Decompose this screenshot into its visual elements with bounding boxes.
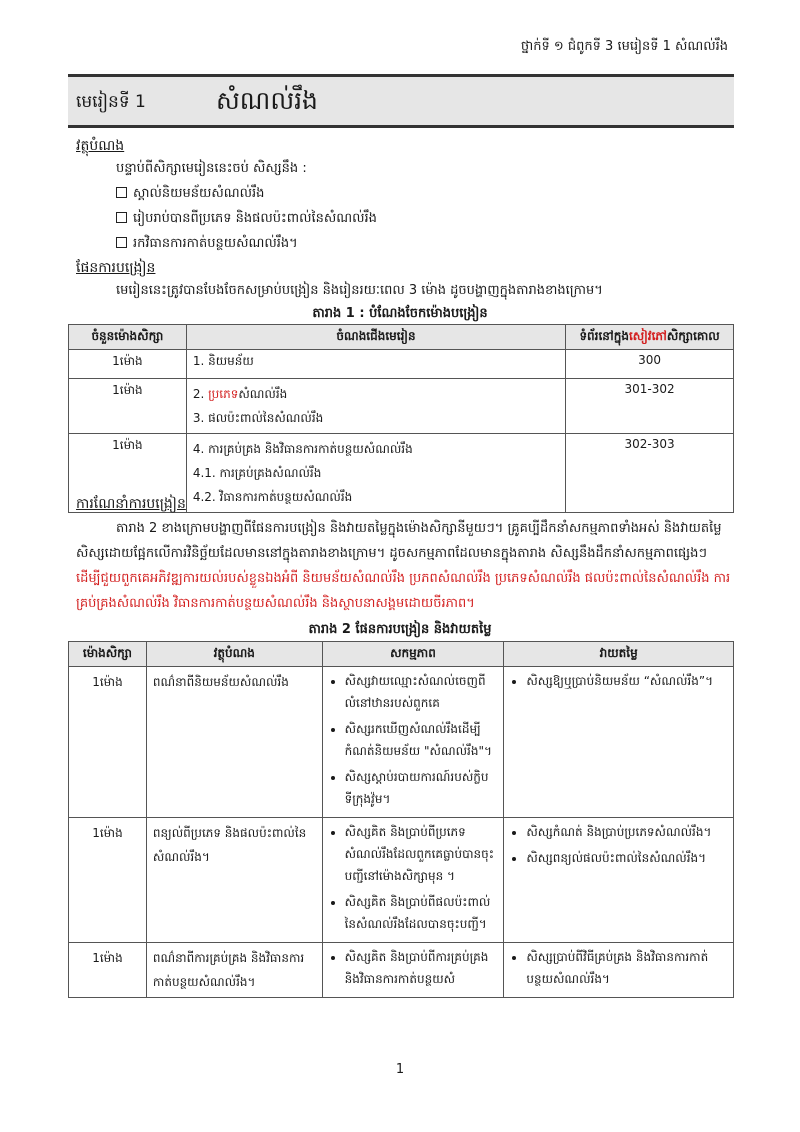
objectives-intro: បន្ទាប់ពីសិក្សាមេរៀននេះចប់ សិស្សនឹង : <box>116 161 307 176</box>
list-item: • សិស្សកំណត់ និងប្រាប់ប្រភេទសំណល់រឹង។ <box>526 821 727 843</box>
list-item: • សិស្សពន្យល់ផលប៉ះពាល់នៃសំណល់រឹង។ <box>526 847 727 869</box>
lesson-number: មេរៀនទី 1 <box>76 92 146 112</box>
topic-line: 4.1. ការគ្រប់គ្រងសំណល់រឹង <box>192 466 322 480</box>
table1-caption: តារាង 1 : បំណែងចែកម៉ោងបង្រៀន <box>312 306 488 321</box>
column-header: ទំព័រនៅក្នុងសៀវភៅសិក្សាគោល <box>566 325 734 350</box>
hours-cell: 1ម៉ោង <box>69 818 147 943</box>
column-header: ចំនួនម៉ោងសិក្សា <box>69 325 187 350</box>
activities-cell <box>322 818 504 943</box>
objective-item: ស្គាល់និយមន័យសំណល់រឹង <box>116 185 264 204</box>
column-header: វាយតម្លៃ <box>504 642 734 667</box>
checkbox-bullet-icon <box>116 212 127 223</box>
hours-cell: 1ម៉ោង <box>69 943 147 998</box>
column-header: ចំណងជើងមេរៀន <box>186 325 565 350</box>
lesson-schedule-table <box>68 324 734 513</box>
table2-caption: តារាង 2 ផែនការបង្រៀន និងវាយតម្លៃ <box>308 622 492 637</box>
topic-line: 2. ប្រភេទសំណល់រឹង <box>192 387 288 401</box>
table-row <box>69 943 734 998</box>
table-row <box>69 667 734 818</box>
list-item: • សិស្សឱ្យឬប្រាប់និយមន័យ “សំណល់រឹង”។ <box>526 670 727 692</box>
table-row <box>69 379 734 434</box>
list-item: • សិស្សវាយឈ្មោះសំណល់ចេញពីលំនៅឋានរបស់ពួកគេ <box>345 670 498 714</box>
pages-cell: 300 <box>566 350 734 379</box>
objective-cell: ពណ៌នាពីនិយមន័យសំណល់រឹង <box>146 667 322 818</box>
list-item: • សិស្សគិត និងប្រាប់ពីផលប៉ះពាល់នៃសំណល់រឹងដែលបានចុះបញ្ជី។ <box>345 891 498 935</box>
topic-cell <box>186 379 565 434</box>
topic-line: 4. ការគ្រប់គ្រង និងវិធានការកាត់បន្ថយសំណល់រឹង <box>192 442 413 456</box>
topic-cell <box>186 434 565 513</box>
table-header-row <box>69 642 734 667</box>
table-row <box>69 350 734 379</box>
objective-item: រៀបរាប់បានពីប្រភេទ និងផលប៉ះពាល់នៃសំណល់រឹង <box>116 210 377 229</box>
page-number: 1 <box>395 1062 405 1077</box>
list-item: • សិស្សរកឃើញសំណល់រឹងដើម្បីកំណត់និយមន័យ "សំណល់រឹង"។ <box>345 718 498 762</box>
assessment-cell <box>504 943 734 998</box>
column-header: សកម្មភាព <box>322 642 504 667</box>
activities-cell <box>322 667 504 818</box>
assessment-cell <box>504 818 734 943</box>
lesson-title-banner <box>68 74 734 128</box>
topic-cell: 1. និយមន័យ <box>186 350 565 379</box>
table-header-row <box>69 325 734 350</box>
checkbox-bullet-icon <box>116 187 127 198</box>
guidance-heading: ការណែនាំការបង្រៀន <box>76 496 186 512</box>
list-item: • សិស្សគិត និងប្រាប់ពីការគ្រប់គ្រង និងវិធានការកាត់បន្ថយសំ <box>345 946 498 990</box>
hours-cell: 1ម៉ោង <box>69 350 187 379</box>
list-item: • សិស្សគិត និងប្រាប់ពីប្រភេទសំណល់រឹងដែលពួកគេធ្លាប់បានចុះបញ្ជីនៅម៉ោងសិក្សាមុន ។ <box>345 821 498 887</box>
objectives-heading: វត្ថុបំណង <box>76 138 125 154</box>
hours-cell: 1ម៉ោង <box>69 667 147 818</box>
teaching-plan-heading: ផែនការបង្រៀន <box>76 260 156 276</box>
hours-cell: 1ម៉ោង <box>69 379 187 434</box>
running-header: ថ្នាក់ទី ១ ជំពូកទី 3 មេរៀនទី 1 សំណល់រឹង <box>520 39 728 54</box>
list-item: • សិស្សស្តាប់របាយការណ៍របស់ក្លិបទីក្រុងវ៉ូម។ <box>345 766 498 810</box>
pages-cell: 302-303 <box>566 434 734 513</box>
checkbox-bullet-icon <box>116 237 127 248</box>
topic-line: 3. ផលប៉ះពាល់នៃសំណល់រឹង <box>192 411 324 425</box>
objective-item: រកវិធានការកាត់បន្ថយសំណល់រឹង។ <box>116 235 298 254</box>
lesson-title: សំណល់រឹង <box>216 86 318 115</box>
lesson-plan-table <box>68 641 734 998</box>
table-row <box>69 818 734 943</box>
assessment-cell <box>504 667 734 818</box>
hours-cell: 1ម៉ោង <box>69 434 187 513</box>
column-header: ម៉ោងសិក្សា <box>69 642 147 667</box>
topic-line: 4.2. វិធានការកាត់បន្ថយសំណល់រឹង <box>192 490 353 504</box>
objective-cell: ពន្យល់ពីប្រភេទ និងផលប៉ះពាល់នៃសំណល់រឹង។ <box>146 818 322 943</box>
activities-cell <box>322 943 504 998</box>
list-item: • សិស្សប្រាប់ពីវិធីគ្រប់គ្រង និងវិធានការកាត់បន្ថយសំណល់រឹង។ <box>526 946 727 990</box>
pages-cell: 301-302 <box>566 379 734 434</box>
guidance-paragraph: តារាង 2 ខាងក្រោមបង្ហាញពីផែនការបង្រៀន និងវាយតម្លៃក្នុងម៉ោងសិក្សានីមួយៗ។ គ្រូគប្បីដឹកនាំសកម្មភាពទាំងអស់ និងវាយតម្លៃសិស្សដោយផ្អែកលើការវិនិច្ឆ័យដែលមាននៅក្នុងតារាងខាងក្រោម។ ដូចសកម្មភាពដែលមានក្នុងតារាង សិស្សនឹងដឹកនាំសកម្មភាពផ្សេងៗដើម្បីជួយពួកគេអភិវឌ្ឍការយល់របស់ខ្លួនឯងអំពី និយមន័យសំណល់រឹង ប្រភពសំណល់រឹង ប្រភេទសំណល់រឹង ផលប៉ះពាល់នៃសំណល់រឹង ការគ្រប់គ្រងសំណល់រឹង វិធានការកាត់បន្ថយសំណល់រឹង និងស្ថាបនាសង្គមដោយចីរភាព។ <box>76 521 731 611</box>
column-header: វត្ថុបំណង <box>146 642 322 667</box>
teaching-plan-intro: មេរៀននេះត្រូវបានបែងចែកសម្រាប់បង្រៀន និងរៀនរយៈពេល 3 ម៉ោង ដូចបង្ហាញក្នុងតារាងខាងក្រោម។ <box>116 283 603 298</box>
objective-cell: ពណ៌នាពីការគ្រប់គ្រង និងវិធានការកាត់បន្ថយសំណល់រឹង។ <box>146 943 322 998</box>
